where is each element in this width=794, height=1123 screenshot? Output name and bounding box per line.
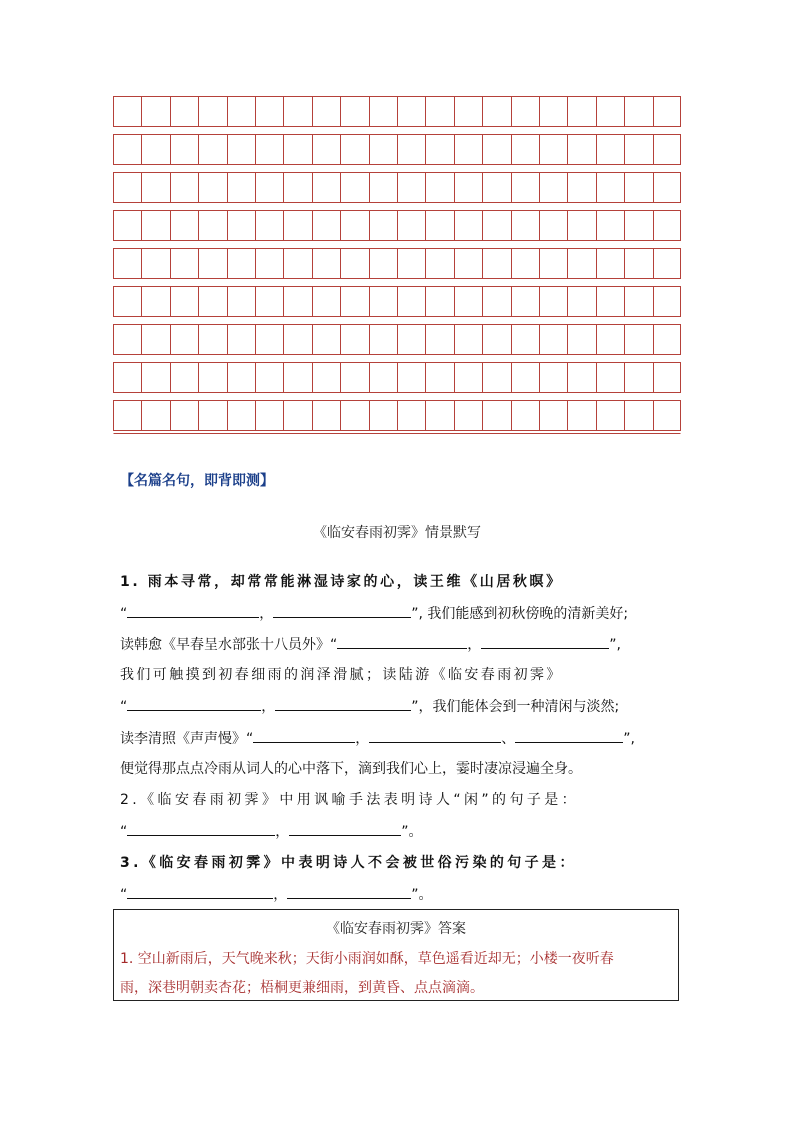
answer-blank[interactable] [515, 729, 623, 743]
q3-line-1: 3.《临安春雨初霁》中表明诗人不会被世俗污染的句子是： [120, 855, 577, 871]
q1-line-3: 读韩愈《早春呈水部张十八员外》“ ， ”, [120, 637, 621, 653]
answer-blank[interactable] [287, 885, 411, 899]
answer-blank[interactable] [273, 604, 411, 618]
title-suffix: 情景默写 [425, 525, 481, 541]
answer-blank[interactable] [481, 635, 609, 649]
section-heading: 【名篇名句，即背即测】 [120, 473, 274, 489]
q1-line-2: “ ， ”, 我们能感到初秋傍晚的清新美好; [120, 606, 629, 622]
answer-title: 《临安春雨初霁》答案 [326, 921, 466, 937]
q2-line-1: 2.《临安春雨初霁》中用讽喻手法表明诗人“闲”的句子是： [120, 792, 580, 808]
answer-blank[interactable] [127, 697, 261, 711]
answer-line-1: 1. 空山新雨后，天气晚来秋；天街小雨润如酥，草色遥看近却无；小楼一夜听春 [120, 951, 614, 967]
q3-line-2: “ ， ”。 [120, 887, 433, 903]
answer-blank[interactable] [337, 635, 467, 649]
q1-line-7: 便觉得那点点冷雨从词人的心中落下，滴到我们心上，霎时凄凉浸遍全身。 [120, 761, 582, 777]
q1-line-6: 读李清照《声声慢》“ ， 、 ”, [120, 731, 635, 747]
answer-blank[interactable] [127, 604, 259, 618]
writing-grid [113, 96, 681, 434]
answer-blank[interactable] [127, 822, 275, 836]
answer-blank[interactable] [127, 885, 273, 899]
q1-line-1: 1. 雨本寻常，却常常能淋湿诗家的心，读王维《山居秋暝》 [120, 574, 563, 590]
answer-blank[interactable] [253, 729, 355, 743]
title-poem: 《临安春雨初霁》 [313, 525, 425, 541]
answer-blank[interactable] [369, 729, 501, 743]
answer-blank[interactable] [275, 697, 411, 711]
exercise-title [0, 522, 794, 542]
q1-line-4: 我们可触摸到初春细雨的润泽滑腻；读陆游《临安春雨初霁》 [120, 667, 563, 683]
q1-line-5: “ ， ”，我们能体会到一种清闲与淡然; [120, 699, 620, 715]
answer-box [113, 909, 679, 1001]
answer-line-2: 雨，深巷明朝卖杏花；梧桐更兼细雨，到黄昏、点点滴滴。 [120, 980, 484, 996]
answer-blank[interactable] [289, 822, 401, 836]
q2-line-2: “ ， ”。 [120, 824, 423, 840]
